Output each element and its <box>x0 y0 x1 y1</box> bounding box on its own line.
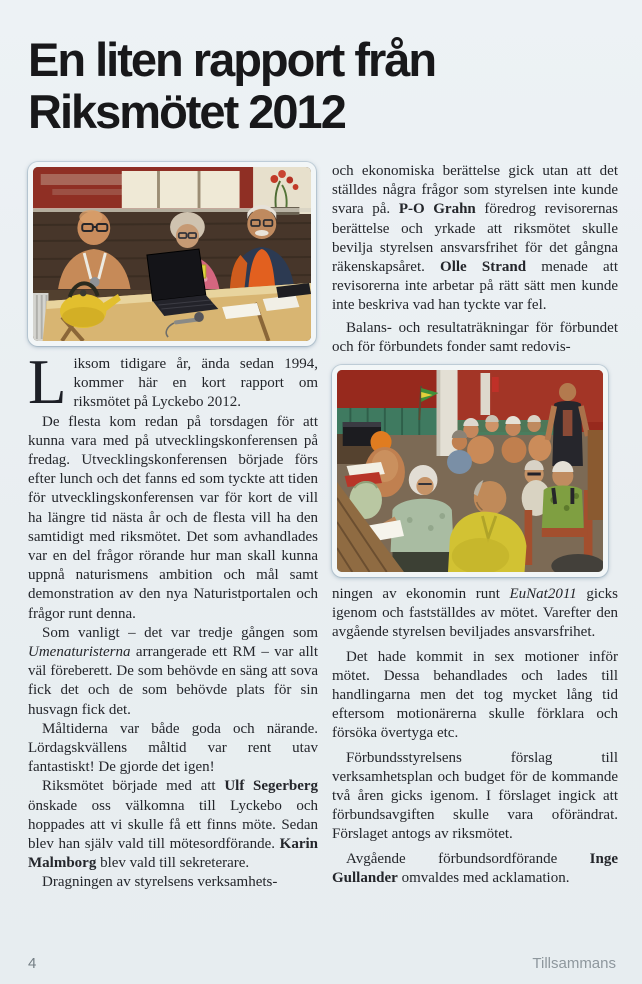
paragraph: Dragningen av styrelsens verksamhets- <box>42 874 278 891</box>
page-title <box>28 34 618 138</box>
paragraph: Som vanligt – det var tredje gången som Umenaturisterna arrangerade ett RM – var allt väl föreberett. De som behövde en säng att sova fick det och de som behövde plats för sin husvagn fick det. <box>28 624 318 718</box>
paragraph: Balans- och resultaträkningar för förbundet och för förbundets fonder samt redovis- <box>332 319 618 355</box>
paragraph: och ekonomiska berättelse gick utan att det ställdes några frågor som styrelsen inte kunde svara på. P-O Grahn föredrog revisorernas berättelse och yrkade att riksmötet skulle bevilja styrelsen ansvarsfrihet för det gångna räkenskapsåret. Olle Strand menade att revisorerna inte arbetar på rätt sätt men kunde inte beskriva vad han tyckte var fel. <box>332 163 618 314</box>
title-line-2: Riksmötet 2012 <box>28 85 345 138</box>
magazine-name: Tillsammans <box>532 955 616 972</box>
title-line-1: En liten rapport från <box>28 33 436 86</box>
article-columns <box>0 138 642 893</box>
audience-photo-art <box>337 370 603 572</box>
paragraph: ningen av ekonomin runt EuNat2011 gicks igenom och fastställdes av mötet. Varefter den avgående styrelsen beviljades ansvarsfrihet. <box>332 586 619 641</box>
paragraph-intro-text: iksom tidigare år, ända sedan 1994, kommer här en kort rapport om riksmötet på Lyckebo 2012. <box>73 356 318 411</box>
paragraph: Riksmötet började med att Ulf Segerberg önskade oss välkomna till Lyckebo och hoppades att vi skulle få ett finns möte. Sedan blev han själv vald till mötesordförande. Karin Malmborg blev vald till sekreterare. <box>28 778 319 872</box>
paragraph: Förbundsstyrelsens förslag till verksamhetsplan och budget för de kommande två åren gicks igenom. I förslaget ingick att förbundsavgiften skulle vara oförändrat. Förslaget antogs av riksmötet. <box>332 749 618 843</box>
meeting-table-photo-art <box>33 167 311 341</box>
drop-cap: L <box>28 347 67 417</box>
paragraph-intro <box>28 347 318 417</box>
paragraph: Måltiderna var både goda och närande. Lördagskvällens måltid var rent utav fantastiskt! De gjorde det igen! <box>28 720 318 776</box>
right-column <box>332 162 618 893</box>
page-footer <box>28 955 616 972</box>
paragraph: Avgående förbundsordförande Inge Gullander omvaldes med acklamation. <box>332 850 618 886</box>
meeting-table-photo <box>28 162 316 346</box>
paragraph: Det hade kommit in sex motioner inför mötet. Dessa behandlades och lades till handlingarna men det tog mycket lång tid eftersom motionärerna skulle förklara och försöka övertyga etc. <box>332 648 618 742</box>
audience-photo <box>332 365 608 577</box>
paragraph: De flesta kom redan på torsdagen för att kunna vara med på utvecklingskonferensen på fredag. Utvecklingskonferensen började förs efter lunch och det fanns ed som tyckte att tiden för utvecklingskonferensen var för kort de vill ha längre tid nästa år och de flesta vill ha den samtidigt med riksmötet. Det som avhandlades var en del frågor rörande hur man skall kunna uppnå naturismens ambition och mål samt demonstration av den nya Naturistportalen och frågor runt denna. <box>28 413 318 622</box>
left-column <box>28 162 318 893</box>
page-number: 4 <box>28 955 37 972</box>
